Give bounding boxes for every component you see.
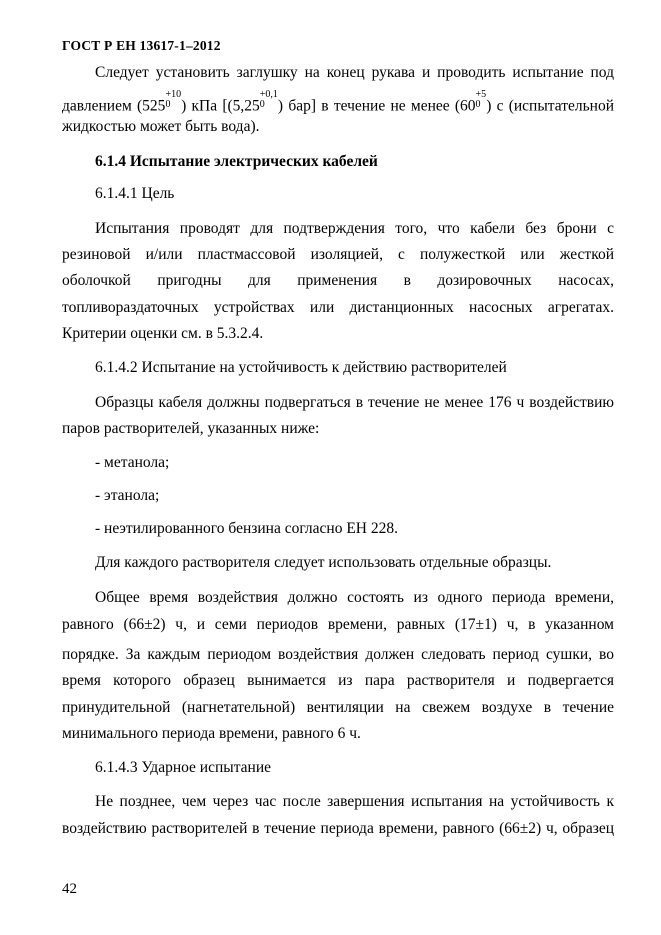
paragraph-line: принудительной (нагнетательной) вентиляции на свежем воздухе в течение: [62, 699, 614, 716]
paragraph-line: минимального периода времени, равного 6 ч.: [62, 725, 361, 742]
tolerance: [165, 90, 181, 110]
paragraph-line: Испытания проводят для подтверждения того, что кабели без брони с: [95, 220, 614, 237]
page-number: 42: [62, 881, 77, 897]
paragraph-line: порядке. За каждым периодом воздействия должен следовать период сушки, во: [62, 646, 614, 663]
paragraph-line: воздействию растворителей в течение периода времени, равного (66±2) ч, образец: [62, 820, 614, 837]
paragraph-line: время которого образец вынимается из пара растворителя и подвергается: [62, 672, 614, 689]
paragraph-line: оболочкой пригодны для применения в дозировочных насосах,: [62, 272, 614, 289]
tolerance-upper: +5: [475, 89, 487, 100]
paragraph-line: Не позднее, чем через час после завершения испытания на устойчивость к: [95, 793, 614, 810]
paragraph-line: равного (66±2) ч, и семи периодов времени, равных (17±1) ч, в указанном: [62, 616, 614, 633]
tolerance-upper: +0,1: [259, 89, 278, 100]
document-header: ГОСТ Р ЕН 13617-1–2012: [62, 38, 221, 53]
tolerance-upper: +10: [165, 89, 182, 100]
list-item: - неэтилированного бензина согласно ЕН 228.: [95, 520, 398, 537]
subsection-heading: 6.1.4.3 Ударное испытание: [95, 759, 272, 776]
paragraph-line: Следует установить заглушку на конец рукава и проводить испытание под: [95, 64, 614, 81]
text-fragment: давлением (525: [62, 97, 166, 115]
tolerance-lower: 0: [165, 99, 171, 110]
text-fragment: ) с (испытательной: [486, 97, 615, 115]
text-fragment: ) кПа [(5,25: [181, 97, 260, 115]
paragraph-line: паров растворителей, указанных ниже:: [62, 420, 320, 437]
paragraph-line: топливораздаточных устройствах или дистанционных насосных агрегатах.: [62, 299, 614, 316]
tolerance-lower: 0: [259, 99, 265, 110]
subsection-heading: 6.1.4.2 Испытание на устойчивость к действию растворителей: [95, 359, 507, 376]
paragraph-line: Критерии оценки см. в 5.3.2.4.: [62, 325, 264, 342]
subsection-heading: 6.1.4.1 Цель: [95, 185, 175, 202]
paragraph-line: Для каждого растворителя следует использовать отдельные образцы.: [95, 554, 552, 571]
paragraph-line-with-tolerances: [62, 89, 615, 115]
list-item: - метанола;: [95, 454, 170, 471]
tolerance: [476, 90, 487, 110]
list-item: - этанола;: [95, 487, 160, 504]
paragraph-line: жидкостью может быть вода).: [62, 118, 260, 135]
section-heading: 6.1.4 Испытание электрических кабелей: [95, 153, 378, 170]
tolerance: [260, 90, 278, 110]
paragraph-line: Образцы кабеля должны подвергаться в течение не менее 176 ч воздействию: [95, 394, 614, 411]
text-fragment: ) бар] в течение не менее (60: [277, 97, 476, 115]
tolerance-lower: 0: [475, 99, 481, 110]
paragraph-line: резиновой и/или пластмассовой изоляцией, с полужесткой или жесткой: [62, 246, 614, 263]
paragraph-line: Общее время воздействия должно состоять из одного периода времени,: [95, 589, 614, 606]
